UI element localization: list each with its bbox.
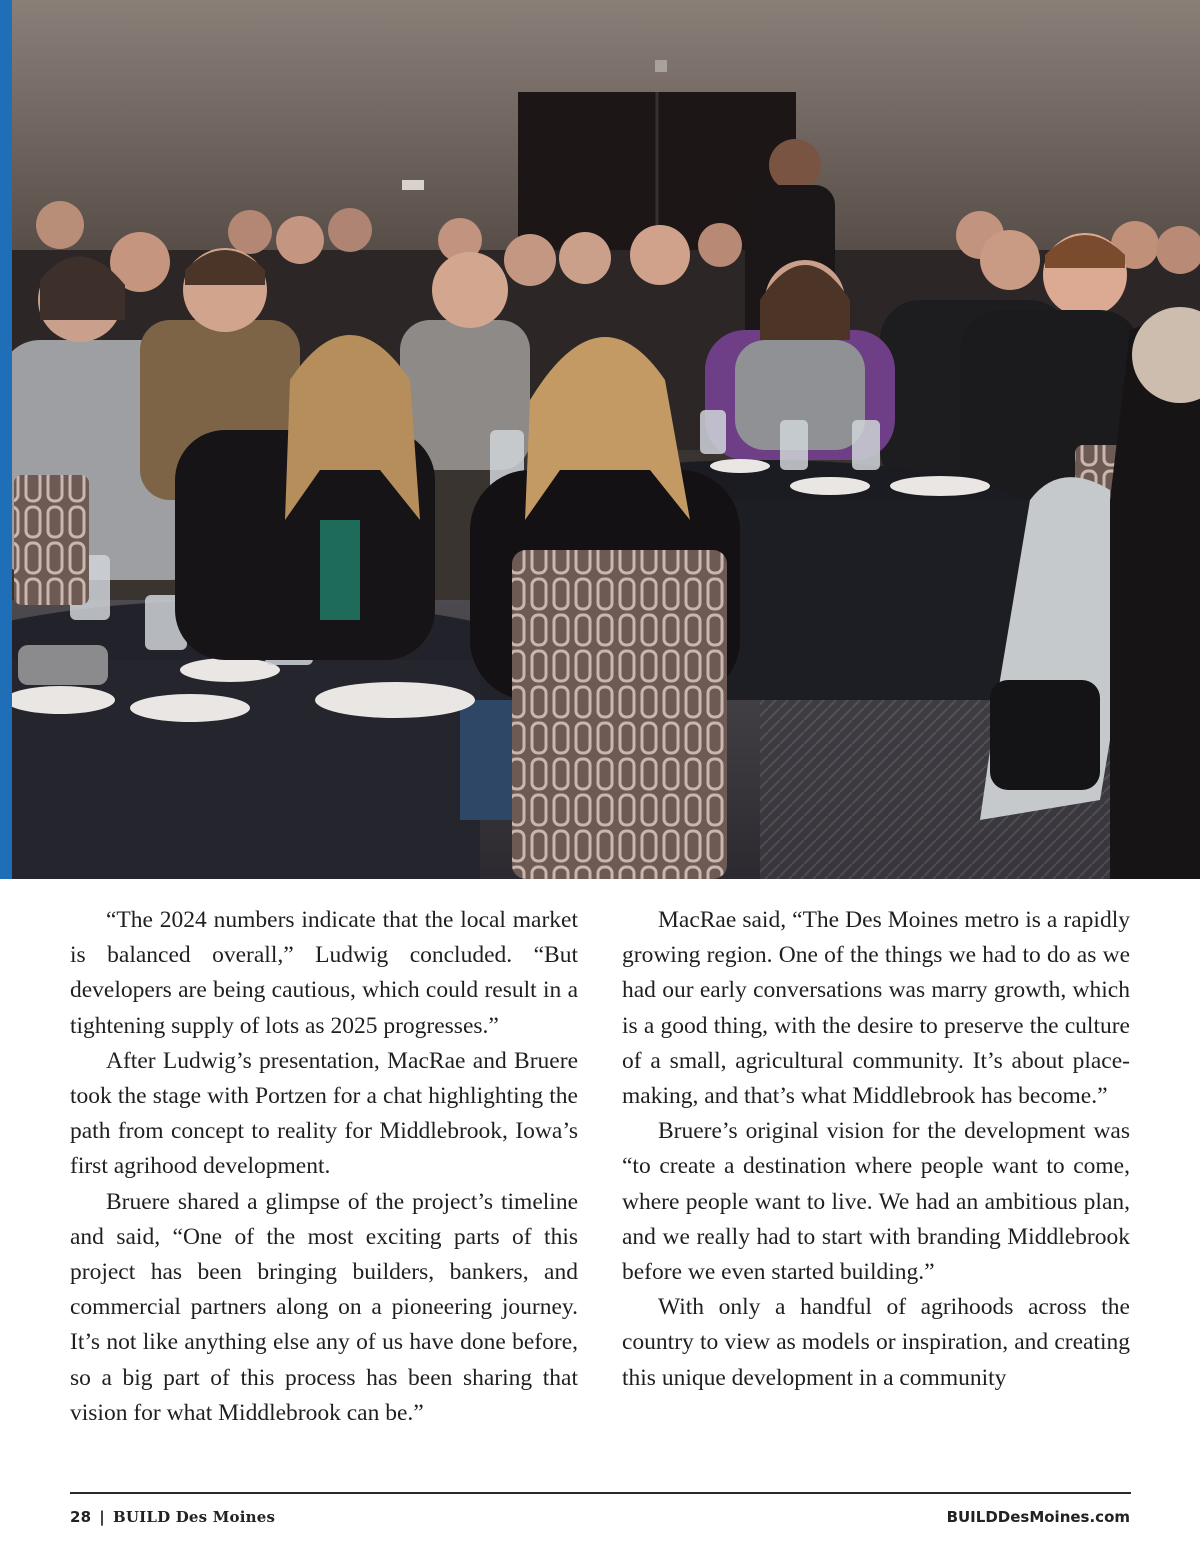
article-paragraph: MacRae said, “The Des Moines metro is a rapidly growing region. One of the things we had to do as we had our early conversations was marry growth, which is a good thing, with the desire to preserve the culture of a small, agricultural community. It’s about place-making, and that’s what Middlebrook has become.” (622, 907, 1130, 1110)
article-paragraph: Bruere shared a glimpse of the project’s timeline and said, “One of the most exciting parts of this project has been bringing builders, bankers, and commercial partners along on a pioneering journey. It’s not like anything else any of us have done before, so a big part of this process has been sharing that vision for what Middlebrook can be.” (70, 1188, 578, 1426)
edge-accent-bar (0, 0, 12, 879)
article-paragraph: “The 2024 numbers indicate that the local market is balanced overall,” Ludwig concluded. “But developers are being cautious, which could result in a tightening supply of lots as 2025 progresses.” (70, 907, 578, 1039)
folio-separator: | (99, 1508, 105, 1526)
article-paragraph: Bruere’s original vision for the development was “to create a destination where people want to come, where people want to live. We had an ambitious plan, and we really had to start with branding Middlebrook before we even started building.” (622, 1118, 1130, 1286)
article-paragraph: After Ludwig’s presentation, MacRae and Bruere took the stage with Portzen for a chat highlighting the path from concept to reality for Middlebrook, Iowa’s first agrihood development. (70, 1047, 578, 1180)
publication-name: BUILD Des Moines (112, 1508, 276, 1526)
website-url: BUILDDesMoines.com (946, 1508, 1130, 1526)
article-column-left (70, 903, 578, 1431)
footer-folio (70, 1508, 275, 1526)
article-paragraph: With only a handful of agrihoods across the country to view as models or inspiration, and creating this unique development in a community (622, 1294, 1130, 1391)
article-column-right (622, 903, 1130, 1396)
page-number: 28 (70, 1508, 92, 1526)
footer-divider (70, 1492, 1131, 1494)
